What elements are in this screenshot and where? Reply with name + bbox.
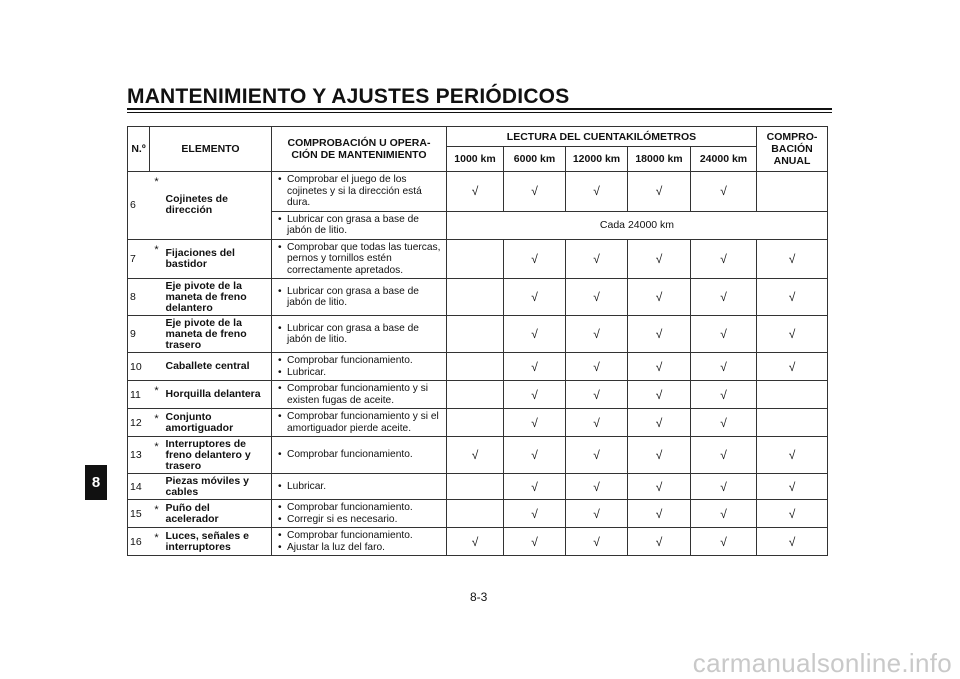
element-line: trasero [165,459,202,472]
check-18000: √ [628,437,691,474]
element-line: Eje pivote de la [165,279,242,292]
table-row-11 [128,381,828,409]
header-operation-line1: COMPROBACIÓN U OPERA- [287,137,431,149]
table-row-8 [128,279,828,316]
header-annual-line3: ANUAL [773,155,811,167]
element-name [164,172,272,240]
check-24000: √ [691,528,757,556]
operation-item: • Corregir si es necesario. [276,514,442,526]
check-12000: √ [566,381,628,409]
operation-cell [272,500,447,528]
operation-cell [272,279,447,316]
row-number: 8 [128,279,150,316]
operation-cell [272,528,447,556]
table-row-6 [128,172,828,212]
check-1000 [447,500,504,528]
title-rule-thin [127,112,832,113]
check-annual: √ [757,500,828,528]
row-number: 16 [128,528,150,556]
header-operation-line2: CIÓN DE MANTENIMIENTO [291,149,427,161]
table-row-14 [128,474,828,500]
row-number: 7 [128,239,150,279]
check-6000: √ [504,474,566,500]
check-annual: √ [757,239,828,279]
check-24000: √ [691,500,757,528]
maintenance-table [127,126,828,556]
critical-mark [150,316,164,353]
element-line: acelerador [165,512,219,525]
header-no: N.º [128,127,150,172]
operation-item: • Lubricar. [276,481,442,493]
check-18000: √ [628,353,691,381]
element-line: freno delantero y [165,448,251,461]
row-number: 12 [128,409,150,437]
header-km-12000: 12000 km [566,147,628,172]
check-6000: √ [504,353,566,381]
chapter-tab: 8 [85,465,107,500]
header-annual-line1: COMPRO- [766,131,818,143]
check-6000: √ [504,409,566,437]
element-name [164,316,272,353]
header-annual [757,127,828,172]
critical-mark [150,474,164,500]
check-12000: √ [566,409,628,437]
check-1000 [447,409,504,437]
operation-item: • Comprobar funcionamiento. [276,502,442,514]
check-1000 [447,239,504,279]
check-annual: √ [757,316,828,353]
check-annual [757,381,828,409]
critical-mark: * [150,239,164,279]
table-row-13 [128,437,828,474]
header-km-24000: 24000 km [691,147,757,172]
check-annual: √ [757,528,828,556]
critical-mark: * [150,381,164,409]
critical-mark [150,353,164,381]
header-row [128,127,828,147]
operation-item: • Lubricar con grasa a base de jabón de litio. [276,214,442,237]
element-name [164,381,272,409]
check-12000: √ [566,353,628,381]
check-18000: √ [628,316,691,353]
check-24000: √ [691,172,757,212]
check-24000: √ [691,409,757,437]
check-6000: √ [504,500,566,528]
check-18000: √ [628,381,691,409]
header-km-18000: 18000 km [628,147,691,172]
check-18000: √ [628,239,691,279]
element-line: delantero [165,301,213,314]
element-line: Interruptores de [165,437,247,450]
check-12000: √ [566,279,628,316]
check-18000: √ [628,500,691,528]
element-name [164,500,272,528]
operation-cell [272,381,447,409]
element-name [164,437,272,474]
interval-every-24000: Cada 24000 km [447,211,828,239]
check-1000 [447,353,504,381]
check-1000 [447,381,504,409]
table-row-10 [128,353,828,381]
operation-item: • Comprobar funcionamiento. [276,449,442,461]
check-12000: √ [566,239,628,279]
page-number: 8-3 [470,590,488,604]
element-line: amortiguador [165,421,234,434]
element-name [164,279,272,316]
check-1000 [447,279,504,316]
element-line: Luces, señales e [165,529,249,542]
header-annual-line2: BACIÓN [771,143,813,155]
element-line: trasero [165,338,202,351]
check-6000: √ [504,239,566,279]
row-number: 15 [128,500,150,528]
check-12000: √ [566,500,628,528]
operation-item: • Comprobar funcionamiento. [276,530,442,542]
page-title: MANTENIMIENTO Y AJUSTES PERIÓDICOS [127,85,570,108]
check-24000: √ [691,353,757,381]
check-24000: √ [691,279,757,316]
check-18000: √ [628,409,691,437]
row-number: 10 [128,353,150,381]
element-line: dirección [165,204,213,217]
check-annual [757,172,828,212]
check-1000: √ [447,528,504,556]
critical-mark [150,279,164,316]
check-12000: √ [566,316,628,353]
element-line: Fijaciones del [165,246,235,259]
header-km-1000: 1000 km [447,147,504,172]
element-name [164,474,272,500]
critical-mark: * [150,500,164,528]
watermark: carmanualsonline.info [692,648,952,678]
check-18000: √ [628,279,691,316]
element-name [164,353,272,381]
table-row-12 [128,409,828,437]
element-line: maneta de freno [165,327,247,340]
operation-cell [272,474,447,500]
operation-item: • Ajustar la luz del faro. [276,542,442,554]
element-line: bastidor [165,257,207,270]
check-6000: √ [504,437,566,474]
check-1000 [447,316,504,353]
header-odometer: LECTURA DEL CUENTAKILÓMETROS [447,127,757,147]
check-24000: √ [691,437,757,474]
check-12000: √ [566,172,628,212]
operation-cell [272,409,447,437]
critical-mark: * [150,172,164,240]
check-18000: √ [628,474,691,500]
row-number: 11 [128,381,150,409]
table-row-7 [128,239,828,279]
element-name [164,409,272,437]
element-line: Caballete central [165,360,250,372]
operation-item: • Comprobar que todas las tuercas, pernos y tornillos estén correctamente apretados. [276,242,442,277]
row-number: 14 [128,474,150,500]
element-line: Horquilla delantera [165,388,261,400]
element-line: Eje pivote de la [165,316,242,329]
check-24000: √ [691,381,757,409]
check-12000: √ [566,474,628,500]
operation-item: • Comprobar el juego de los cojinetes y si la dirección está dura. [276,174,442,209]
check-1000 [447,474,504,500]
operation-item: • Lubricar. [276,367,442,379]
row-number: 13 [128,437,150,474]
check-6000: √ [504,381,566,409]
element-line: Cojinetes de [165,193,228,206]
critical-mark: * [150,528,164,556]
check-annual [757,409,828,437]
operation-cell [272,437,447,474]
check-annual: √ [757,474,828,500]
operation-item: • Lubricar con grasa a base de jabón de litio. [276,286,442,309]
check-12000: √ [566,528,628,556]
element-line: maneta de freno [165,290,247,303]
check-1000: √ [447,437,504,474]
element-line: interruptores [165,540,231,553]
row-number: 9 [128,316,150,353]
operation-item: • Comprobar funcionamiento y si existen fugas de aceite. [276,383,442,406]
operation-cell [272,239,447,279]
table-row-15 [128,500,828,528]
check-6000: √ [504,316,566,353]
check-annual: √ [757,353,828,381]
critical-mark: * [150,437,164,474]
table-row-16 [128,528,828,556]
header-operation [272,127,447,172]
check-24000: √ [691,239,757,279]
operation-cell [272,316,447,353]
operation-item: • Comprobar funcionamiento. [276,355,442,367]
operation-cell [272,172,447,212]
element-line: cables [165,485,199,498]
table-row-9 [128,316,828,353]
check-6000: √ [504,172,566,212]
operation-item: • Comprobar funcionamiento y si el amortiguador pierde aceite. [276,411,442,434]
row-number: 6 [128,172,150,240]
element-line: Conjunto [165,410,212,423]
title-rule [127,108,832,110]
header-element: ELEMENTO [150,127,272,172]
element-line: Piezas móviles y [165,474,249,487]
check-12000: √ [566,437,628,474]
critical-mark: * [150,409,164,437]
check-18000: √ [628,172,691,212]
element-name [164,239,272,279]
element-line: Puño del [165,501,210,514]
header-km-6000: 6000 km [504,147,566,172]
check-6000: √ [504,528,566,556]
check-18000: √ [628,528,691,556]
check-annual: √ [757,437,828,474]
check-24000: √ [691,474,757,500]
check-24000: √ [691,316,757,353]
operation-cell [272,353,447,381]
operation-cell [272,211,447,239]
element-name [164,528,272,556]
check-6000: √ [504,279,566,316]
operation-item: • Lubricar con grasa a base de jabón de litio. [276,323,442,346]
check-1000: √ [447,172,504,212]
check-annual: √ [757,279,828,316]
